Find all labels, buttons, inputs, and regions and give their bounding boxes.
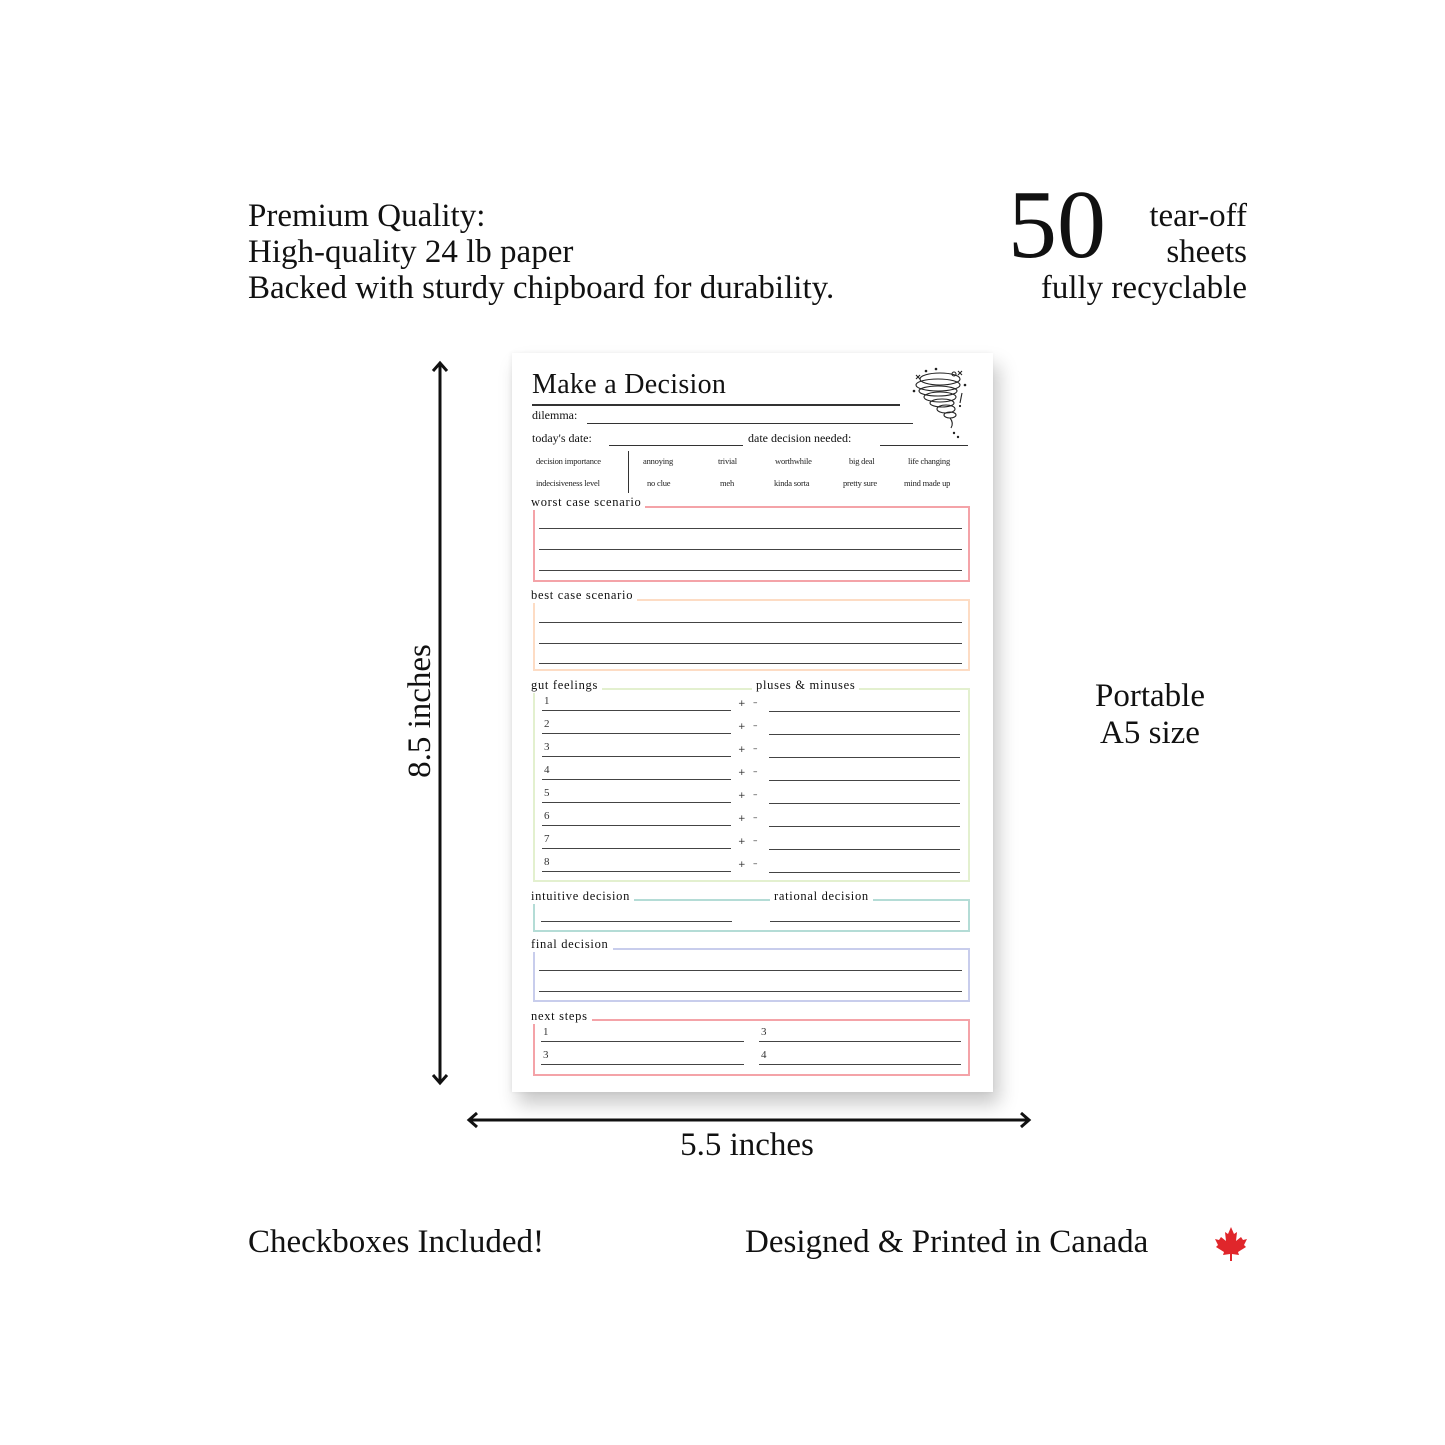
intuitive-decision-line[interactable] [541,921,732,922]
plus-icon[interactable]: + [738,814,746,824]
title-underline [532,404,900,406]
worst-case-line[interactable] [539,528,962,529]
next-steps-label: next steps [531,1009,592,1024]
minus-icon[interactable]: – [753,790,758,800]
final-decision-label: final decision [531,937,613,952]
next-steps-box [533,1019,970,1076]
sheets-line2: sheets [1166,234,1247,270]
checkboxes-text: Checkboxes Included! [248,1224,544,1260]
gut-feelings-label: gut feelings [531,678,602,693]
row-number: 3 [544,741,550,753]
final-decision-line[interactable] [539,970,962,971]
date-needed-field[interactable] [880,445,968,446]
pro-con-line[interactable] [769,734,960,735]
row-number: 1 [544,695,550,707]
size-line2: A5 size [1100,715,1200,751]
importance-label: decision importance [536,456,601,466]
sheets-line1: tear-off [1149,198,1247,234]
row-number: 2 [544,718,550,730]
gut-row [542,764,962,787]
step-number: 1 [543,1026,549,1038]
plus-icon[interactable]: + [738,860,746,870]
quality-line: Backed with sturdy chipboard for durability. [248,270,835,306]
best-case-box [533,599,970,671]
pro-con-line[interactable] [769,780,960,781]
height-label: 8.5 inches [402,644,438,778]
minus-icon[interactable]: – [753,836,758,846]
plus-icon[interactable]: + [738,745,746,755]
importance-option[interactable]: worthwhile [775,456,812,466]
plus-icon[interactable]: + [738,837,746,847]
gut-feeling-line[interactable] [542,710,731,711]
final-decision-box [533,948,970,1002]
gut-row [542,695,962,718]
date-needed-label: date decision needed: [748,431,852,445]
maple-leaf-icon [1214,1226,1248,1262]
pro-con-line[interactable] [769,826,960,827]
gut-row [542,833,962,856]
todays-date-label: today's date: [532,431,592,445]
plus-icon[interactable]: + [738,768,746,778]
row-number: 6 [544,810,550,822]
dilemma-label: dilemma: [532,408,578,422]
size-line1: Portable [1095,678,1205,714]
step-number: 4 [761,1049,767,1061]
gut-row [542,810,962,833]
next-step-line[interactable] [541,1041,744,1042]
gut-feeling-line[interactable] [542,779,731,780]
final-decision-line[interactable] [539,991,962,992]
width-label: 5.5 inches [680,1127,814,1163]
sheet-count: 50 [1008,171,1106,279]
indecisiveness-option[interactable]: pretty sure [843,478,877,488]
best-case-line[interactable] [539,643,962,644]
indecisiveness-option[interactable]: kinda sorta [774,478,810,488]
best-case-line[interactable] [539,663,962,664]
plus-icon[interactable]: + [738,791,746,801]
recyclable-text: fully recyclable [1040,270,1247,306]
size-text [1060,678,1240,752]
minus-icon[interactable]: – [753,744,758,754]
gut-feeling-line[interactable] [542,756,731,757]
indecisiveness-label: indecisiveness level [536,478,600,488]
intuitive-decision-label: intuitive decision [531,889,634,904]
row-number: 4 [544,764,550,776]
gut-row [542,856,962,879]
pro-con-line[interactable] [769,803,960,804]
pro-con-line[interactable] [769,711,960,712]
gut-feeling-line[interactable] [542,871,731,872]
indecisiveness-option[interactable]: mind made up [904,478,951,488]
indecisiveness-option[interactable]: meh [720,478,735,488]
pluses-minuses-label: pluses & minuses [752,678,859,693]
rating-divider [628,451,629,493]
gut-row [542,787,962,810]
pro-con-line[interactable] [769,872,960,873]
origin-text: Designed & Printed in Canada [745,1224,1149,1260]
notepad-title: Make a Decision [532,369,727,400]
rational-decision-line[interactable] [770,921,960,922]
minus-icon[interactable]: – [753,813,758,823]
pro-con-line[interactable] [769,849,960,850]
row-number: 5 [544,787,550,799]
best-case-label: best case scenario [531,588,637,603]
next-step-line[interactable] [759,1041,961,1042]
importance-option[interactable]: big deal [849,456,875,466]
minus-icon[interactable]: – [753,767,758,777]
plus-icon[interactable]: + [738,699,746,709]
gut-feeling-line[interactable] [542,733,731,734]
gut-row [542,741,962,764]
pro-con-line[interactable] [769,757,960,758]
rational-decision-label: rational decision [770,889,873,904]
importance-option[interactable]: trivial [718,456,737,466]
importance-option[interactable]: annoying [643,456,674,466]
quality-line: Premium Quality: [248,198,486,234]
worst-case-line[interactable] [539,549,962,550]
quality-line: High-quality 24 lb paper [248,234,574,270]
worst-case-line[interactable] [539,570,962,571]
todays-date-field[interactable] [609,445,743,446]
minus-icon[interactable]: – [753,698,758,708]
step-number: 3 [543,1049,549,1061]
worst-case-box [533,506,970,582]
gut-feeling-line[interactable] [542,848,731,849]
minus-icon[interactable]: – [753,859,758,869]
notepad-sheet [512,353,993,1092]
tornado-doodle-icon [910,365,972,441]
gut-feeling-line[interactable] [542,825,731,826]
quality-features [248,198,834,306]
gut-row [542,718,962,741]
worst-case-label: worst case scenario [531,495,645,510]
step-number: 3 [761,1026,767,1038]
gut-feeling-line[interactable] [542,802,731,803]
importance-option[interactable]: life changing [908,456,951,466]
next-step-line[interactable] [759,1064,961,1065]
row-number: 8 [544,856,550,868]
next-step-line[interactable] [541,1064,744,1065]
plus-icon[interactable]: + [738,722,746,732]
indecisiveness-option[interactable]: no clue [647,478,671,488]
best-case-line[interactable] [539,622,962,623]
sheets-text [1120,198,1247,270]
minus-icon[interactable]: – [753,721,758,731]
dilemma-field[interactable] [587,423,913,424]
row-number: 7 [544,833,550,845]
